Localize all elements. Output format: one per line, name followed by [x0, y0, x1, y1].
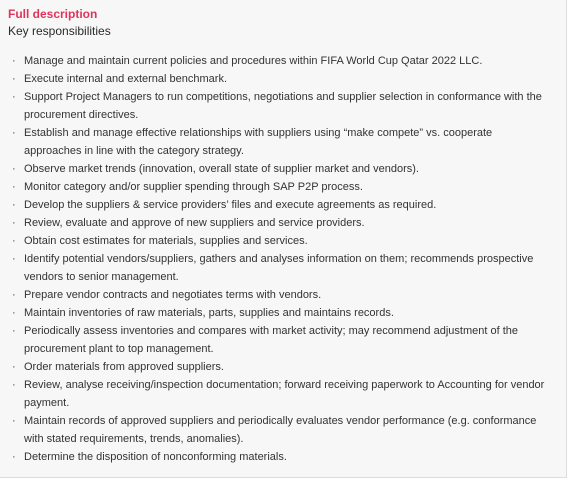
responsibilities-list	[0, 52, 556, 466]
list-item: · Order materials from approved suppliers.	[0, 358, 556, 376]
section-subtitle: Key responsibilities	[8, 24, 111, 38]
list-item: · Maintain inventories of raw materials, parts, supplies and maintains records.	[0, 304, 556, 322]
list-item: · Observe market trends (innovation, overall state of supplier market and vendors).	[0, 160, 556, 178]
list-item: · Support Project Managers to run competitions, negotiations and supplier selection in conformance with the procurement directives.	[0, 88, 556, 124]
list-item: · Determine the disposition of nonconforming materials.	[0, 448, 556, 466]
list-item: · Monitor category and/or supplier spending through SAP P2P process.	[0, 178, 556, 196]
list-item: · Manage and maintain current policies and procedures within FIFA World Cup Qatar 2022 LLC.	[0, 52, 556, 70]
list-item: · Periodically assess inventories and compares with market activity; may recommend adjustment of the procurement plant to top management.	[0, 322, 556, 358]
list-item: · Obtain cost estimates for materials, supplies and services.	[0, 232, 556, 250]
list-item: · Prepare vendor contracts and negotiates terms with vendors.	[0, 286, 556, 304]
list-item: · Identify potential vendors/suppliers, gathers and analyses information on them; recommends prospective vendors to senior management.	[0, 250, 556, 286]
list-item: · Establish and manage effective relationships with suppliers using “make compete” vs. cooperate approaches in line with the category strategy.	[0, 124, 556, 160]
list-item: · Maintain records of approved suppliers and periodically evaluates vendor performance (e.g. conformance with stated requirements, trends, anomalies).	[0, 412, 556, 448]
section-title: Full description	[8, 7, 98, 21]
list-item: · Develop the suppliers & service providers’ files and execute agreements as required.	[0, 196, 556, 214]
list-item: · Review, evaluate and approve of new suppliers and service providers.	[0, 214, 556, 232]
list-item: · Execute internal and external benchmark.	[0, 70, 556, 88]
list-item: · Review, analyse receiving/inspection documentation; forward receiving paperwork to Accounting for vendor payment.	[0, 376, 556, 412]
